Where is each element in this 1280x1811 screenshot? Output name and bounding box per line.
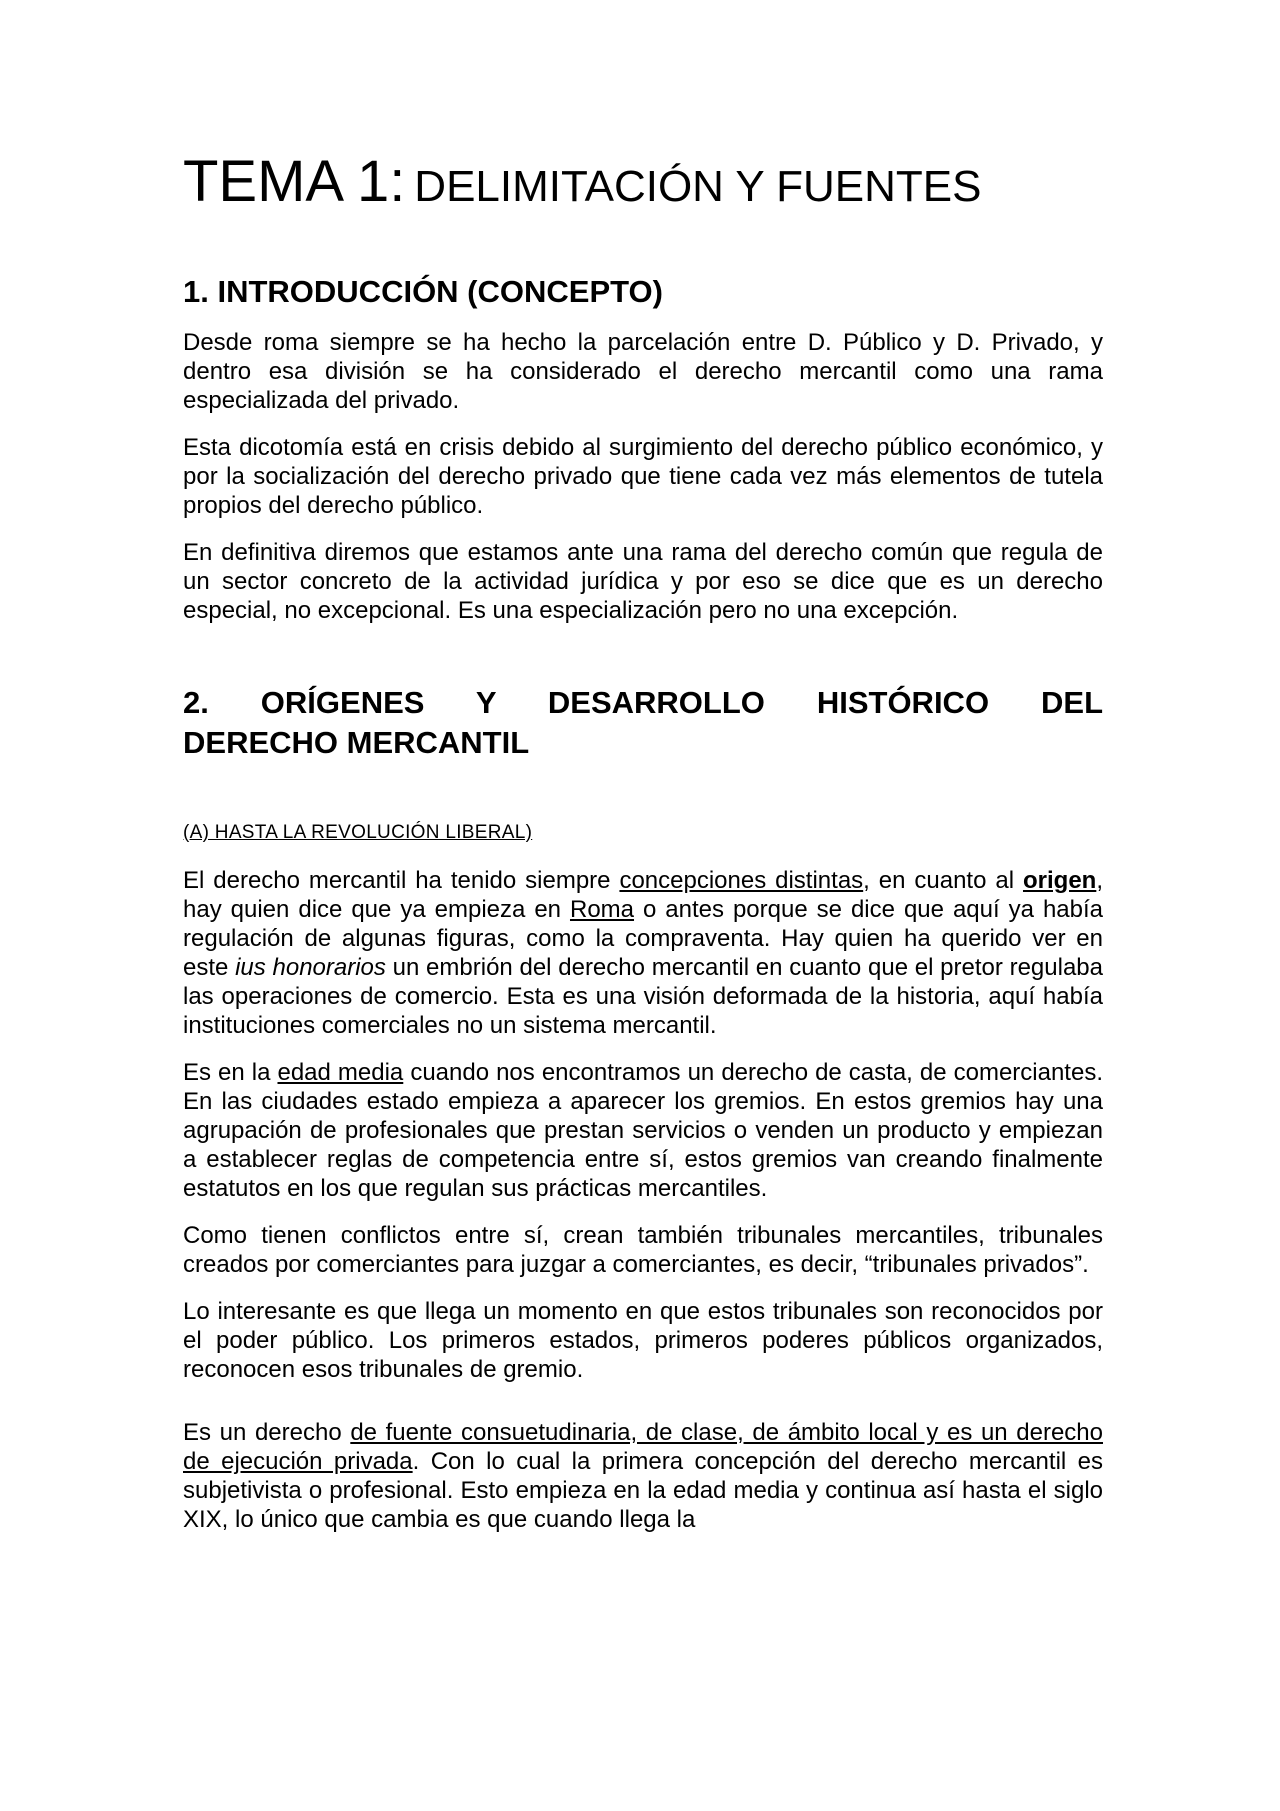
section-2-paragraph-1 [183,866,1103,1040]
document-page [183,150,1103,1552]
section-1-paragraph-3: En definitiva diremos que estamos ante una rama del derecho común que regula de un sector concreto de la actividad jurídica y por eso se dice que es un derecho especial, no excepcional. Es una especialización pero no una excepción. [183,539,1103,625]
section-1-paragraph-2: Esta dicotomía está en crisis debido al surgimiento del derecho público económico, y por la socialización del derecho privado que tiene cada vez más elementos de tutela propios del derecho público. [183,434,1103,520]
underlined-text: edad media [277,1058,404,1086]
section-2-heading-line-1: 2. ORÍGENES Y DESARROLLO HISTÓRICO DEL [183,685,1103,721]
section-1-heading: 1. INTRODUCCIÓN (CONCEPTO) [183,273,663,309]
text-run: un embrión del derecho mercantil en cuanto que el pretor regulaba las operaciones de comercio. Esta es una visión deformada de la historia, aquí había instituciones comerciales no un sistema mercantil. [183,953,1104,1039]
text-run: Es en la [183,1058,278,1086]
text-run: , hay quien dice que ya empieza en [183,866,1103,923]
bold-underlined-text: origen [1022,866,1097,894]
underlined-text: de fuente consuetudinaria, de clase, de ámbito local y es un derecho de ejecución privada [183,1418,1103,1475]
document-title [183,150,1103,214]
section-2-heading-line-2: DERECHO MERCANTIL [183,725,530,761]
text-run: o antes porque se dice que aquí ya había regulación de algunas figuras, como la compraventa. Hay quien ha querido ver en este [183,895,1103,981]
text-run: , en cuanto al [863,866,1023,894]
text-run: Es un derecho [183,1418,351,1446]
italic-text: ius honorarios [235,953,386,981]
section-2-paragraph-4: Lo interesante es que llega un momento en que estos tribunales son reconocidos por el poder público. Los primeros estados, primeros poderes públicos organizados, reconocen esos tribunales de gremio. [183,1297,1103,1383]
section-2-paragraph-2 [183,1058,1103,1203]
text-run: cuando nos encontramos un derecho de casta, de comerciantes. En las ciudades estado empieza a aparecer los gremios. En estos gremios hay una agrupación de profesionales que prestan servicios o venden un producto y empiezan a establecer reglas de competencia entre sí, estos gremios van creando finalmente estatutos en los que regulan sus prácticas mercantiles. [183,1058,1103,1202]
text-run: . Con lo cual la primera concepción del derecho mercantil es subjetivista o profesional. Esto empieza en la edad media y continua así hasta el siglo XIX, lo único que cambia es que cuando llega la [183,1447,1103,1533]
underlined-text: concepciones distintas [619,866,864,894]
underlined-text: Roma [569,895,635,923]
section-2-heading [183,683,1103,764]
section-2-paragraph-3: Como tienen conflictos entre sí, crean también tribunales mercantiles, tribunales creados por comerciantes para juzgar a comerciantes, es decir, “tribunales privados”. [183,1221,1103,1278]
text-run: El derecho mercantil ha tenido siempre [183,866,620,894]
title-subject: DELIMITACIÓN Y FUENTES [414,162,982,211]
section-1-paragraph-1: Desde roma siempre se ha hecho la parcelación entre D. Público y D. Privado, y dentro esa división se ha considerado el derecho mercantil como una rama especializada del privado. [183,329,1103,415]
title-tema: TEMA 1: [183,149,406,214]
subsection-a-heading: (A) HASTA LA REVOLUCIÓN LIBERAL) [183,821,533,843]
section-2-paragraph-5 [183,1418,1103,1534]
